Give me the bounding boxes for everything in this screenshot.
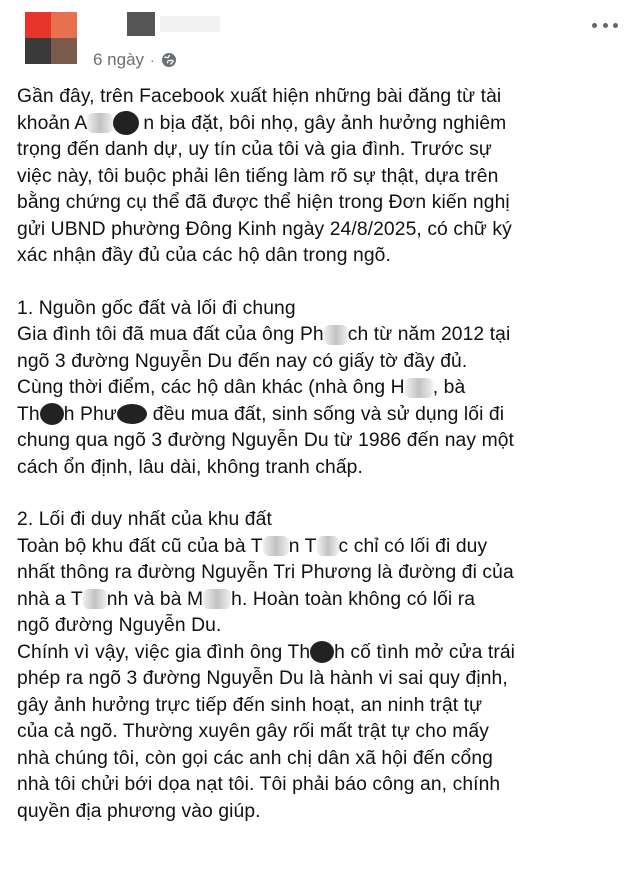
post-header [0,0,640,80]
line-14: chung qua ngõ 3 đường Nguyễn Du từ 1986 đến nay một [17,430,515,451]
line-11: ngõ 3 đường Nguyễn Du đến nay có giấy tờ đầy đủ. [17,350,468,372]
post-time[interactable]: 6 ngày [93,50,145,69]
author-name-blurred [160,16,220,32]
paragraph-gap [17,270,627,296]
line-24: gây ảnh hưởng trực tiếp đến sinh hoạt, an ninh trật tự [17,694,483,716]
line-22: Chính vì vậy, việc gia đình ông Th h cố tình mở cửa trái [17,641,516,663]
line-2: khoản A n bịa đặt, bôi nhọ, gây ảnh hưởng nghiêm [17,112,507,134]
line-15: cách ổn định, lâu dài, không tranh chấp. [17,456,363,478]
line-10: Gia đình tôi đã mua đất của ông Ph ch từ năm 2012 tại [17,324,511,345]
line-25: của cả ngõ. Thường xuyên gây rối mất trật tự cho mấy [17,721,489,742]
paragraph-gap [17,481,627,507]
globe-icon [161,52,177,68]
section-1-heading: 1. Nguồn gốc đất và lối đi chung [17,297,296,319]
line-18: Toàn bộ khu đất cũ của bà T n T c chỉ có lối đi duy [17,535,488,557]
line-3: trọng đến danh dự, uy tín của tôi và gia đình. Trước sự [17,139,492,160]
line-6: gửi UBND phường Đông Kinh ngày 24/8/2025, có chữ ký [17,218,512,240]
line-20: nhà a T nh và bà M h. Hoàn toàn không có lối ra [17,588,476,610]
line-23: phép ra ngõ 3 đường Nguyễn Du là hành vi sai quy định, [17,668,508,689]
author-name-redacted[interactable] [127,12,155,36]
line-26: nhà chúng tôi, còn gọi các anh chị dân xã hội đến cổng [17,747,493,769]
line-28: quyền địa phương vào giúp. [17,800,261,822]
line-4: việc này, tôi buộc phải lên tiếng làm rõ sự thật, dựa trên [17,165,499,187]
line-1: Gần đây, trên Facebook xuất hiện những bài đăng từ tài [17,86,502,107]
line-13: Th h Phư đều mua đất, sinh sống và sử dụng lối đi [17,403,505,425]
meta-separator: · [150,52,155,68]
line-27: nhà tôi chửi bới dọa nạt tôi. Tôi phải báo công an, chính [17,774,501,795]
line-12: Cùng thời điểm, các hộ dân khác (nhà ông H , bà [17,377,466,398]
line-19: nhất thông ra đường Nguyễn Tri Phương là đường đi của [17,562,514,583]
section-2-heading: 2. Lối đi duy nhất của khu đất [17,509,272,530]
line-5: bằng chứng cụ thể đã được thể hiện trong Đơn kiến nghị [17,192,510,213]
post-meta [93,50,177,70]
more-options-icon[interactable] [592,18,618,32]
line-7: xác nhận đầy đủ của các hộ dân trong ngõ. [17,245,391,266]
line-21: ngõ đường Nguyễn Du. [17,615,222,636]
post-body [17,84,627,825]
avatar[interactable] [25,12,77,64]
